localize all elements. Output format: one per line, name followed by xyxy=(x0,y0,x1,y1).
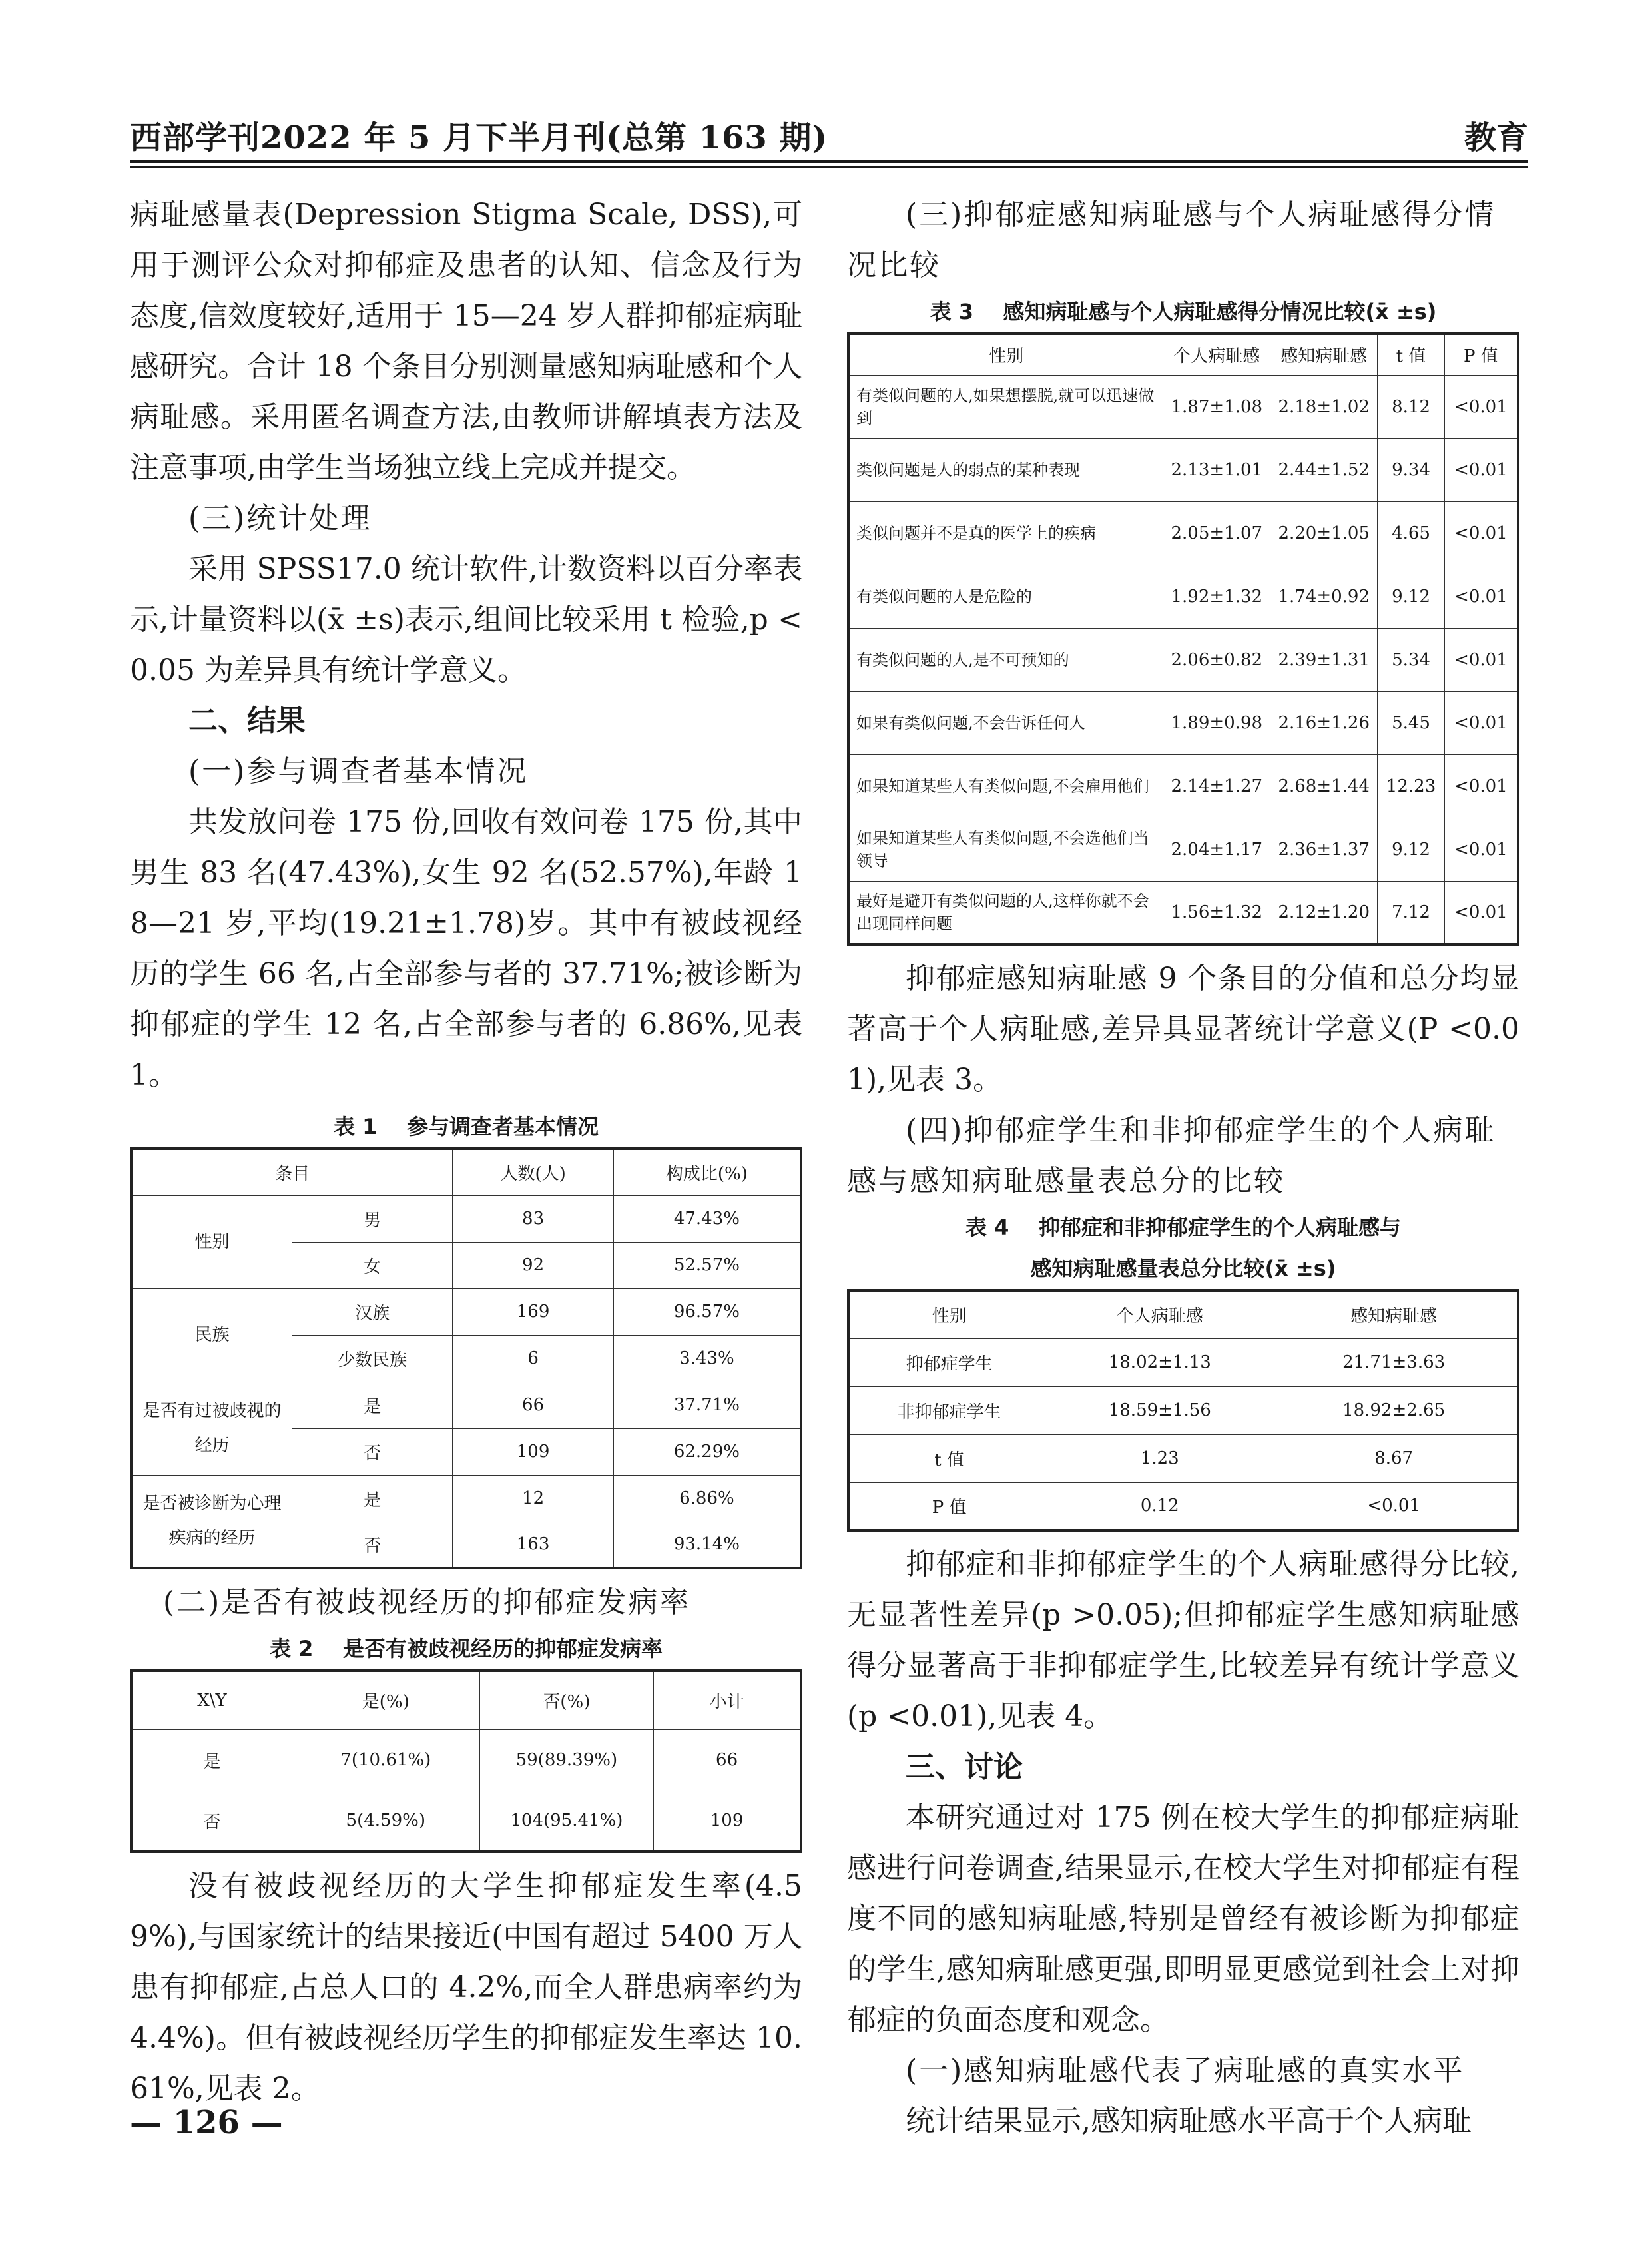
page-number: — 126 — xyxy=(130,2104,283,2141)
table-cell: <0.01 xyxy=(1444,691,1518,754)
table-row-label: 如果知道某些人有类似问题,不会选他们当领导 xyxy=(848,818,1163,881)
table-row xyxy=(848,754,1518,818)
table-cell: P 值 xyxy=(848,1482,1049,1530)
table-cell: t 值 xyxy=(848,1434,1049,1482)
table-cell: 66 xyxy=(453,1382,613,1428)
table-caption: 表 2 是否有被歧视经历的抑郁症发病率 xyxy=(270,1636,663,1661)
table-cell: 否 xyxy=(292,1522,452,1568)
table-row xyxy=(131,1475,801,1522)
table-row xyxy=(848,375,1518,438)
table-cell: 169 xyxy=(453,1288,613,1335)
table-cell: <0.01 xyxy=(1444,818,1518,881)
table-row xyxy=(848,501,1518,565)
table-cell: 1.56±1.32 xyxy=(1163,881,1270,944)
table-header-cell: 人数(人) xyxy=(453,1149,613,1195)
table-cell: 18.92±2.65 xyxy=(1270,1386,1518,1434)
table-row-label: 有类似问题的人是危险的 xyxy=(848,565,1163,628)
table-cell: 2.06±0.82 xyxy=(1163,628,1270,691)
table-row-label: 有类似问题的人,如果想摆脱,就可以迅速做到 xyxy=(848,375,1163,438)
table-cell: 21.71±3.63 xyxy=(1270,1338,1518,1386)
right-column xyxy=(847,190,1519,2147)
table-cell: 2.20±1.05 xyxy=(1270,501,1378,565)
table-cell: 37.71% xyxy=(613,1382,801,1428)
subsection-heading: (三)抑郁症感知病耻感与个人病耻感得分情况比较 xyxy=(847,198,1496,282)
table-cell: 少数民族 xyxy=(292,1335,452,1382)
header-rule xyxy=(130,160,1528,163)
table-cell: 是 xyxy=(292,1382,452,1428)
left-column xyxy=(130,190,802,2114)
table-cell: 是 xyxy=(131,1729,292,1791)
paragraph: 病耻感量表(Depression Stigma Scale, DSS),可用于测评公众对抑郁症及患者的认知、信念及行为态度,信效度较好,适用于 15—24 岁人群抑郁症病耻感研究。合计 18 个条目分别测量感知病耻感和个人病耻感。采用匿名调查方法,由教师讲解填表方法及注意事项,由学生当场独立线上完成并提交。 xyxy=(130,198,802,485)
table-caption: 表 3 感知病耻感与个人病耻感得分情况比较(x̄ ±s) xyxy=(930,299,1437,324)
table-group-cell: 是否被诊断为心理疾病的经历 xyxy=(131,1475,292,1568)
table-header-cell: t 值 xyxy=(1378,334,1445,375)
table-group-cell: 民族 xyxy=(131,1288,292,1382)
table-cell: 5.45 xyxy=(1378,691,1445,754)
paragraph: 抑郁症感知病耻感 9 个条目的分值和总分均显著高于个人病耻感,差异具显著统计学意义(P <0.01),见表 3。 xyxy=(847,962,1519,1097)
table-cell: 92 xyxy=(453,1242,613,1288)
subsection-heading: (四)抑郁症学生和非抑郁症学生的个人病耻感与感知病耻感量表总分的比较 xyxy=(847,1113,1496,1198)
table-group-cell: 是否有过被歧视的经历 xyxy=(131,1382,292,1475)
table-row-label: 类似问题并不是真的医学上的疾病 xyxy=(848,501,1163,565)
table-row-label: 最好是避开有类似问题的人,这样你就不会出现同样问题 xyxy=(848,881,1163,944)
paragraph: 没有被歧视经历的大学生抑郁症发生率(4.59%),与国家统计的结果接近(中国有超过 5400 万人患有抑郁症,占总人口的 4.2%,而全人群患病率约为 4.4%)。但有被歧视经历学生的抑郁症发生率达 10.61%,见表 2。 xyxy=(130,1869,802,2105)
table-cell: 9.34 xyxy=(1378,438,1445,501)
subsection-heading: (三)统计处理 xyxy=(188,501,372,535)
header-rule-thin xyxy=(130,166,1528,168)
table-caption: 表 4 抑郁症和非抑郁症学生的个人病耻感与 xyxy=(965,1215,1401,1240)
table-cell: 5(4.59%) xyxy=(292,1791,479,1852)
table-cell: 1.89±0.98 xyxy=(1163,691,1270,754)
table-row xyxy=(848,1482,1518,1530)
table-cell: 9.12 xyxy=(1378,818,1445,881)
table-cell: 2.18±1.02 xyxy=(1270,375,1378,438)
table-cell: 47.43% xyxy=(613,1195,801,1242)
table-header-cell: 小计 xyxy=(654,1671,801,1729)
table-cell: 2.39±1.31 xyxy=(1270,628,1378,691)
table-row-label: 如果知道某些人有类似问题,不会雇用他们 xyxy=(848,754,1163,818)
table-row xyxy=(131,1288,801,1335)
table-row xyxy=(848,1386,1518,1434)
table-row-label: 有类似问题的人,是不可预知的 xyxy=(848,628,1163,691)
table-group-cell: 性别 xyxy=(131,1195,292,1288)
table-cell: <0.01 xyxy=(1444,501,1518,565)
paragraph: 统计结果显示,感知病耻感水平高于个人病耻 xyxy=(906,2104,1472,2138)
table-row xyxy=(848,1338,1518,1386)
table-cell: 0.12 xyxy=(1049,1482,1270,1530)
table-2 xyxy=(130,1669,802,1853)
table-cell: 163 xyxy=(453,1522,613,1568)
table-cell: 1.23 xyxy=(1049,1434,1270,1482)
table-cell: 8.12 xyxy=(1378,375,1445,438)
table-cell: 104(95.41%) xyxy=(479,1791,654,1852)
journal-name: 西部学刊 xyxy=(130,119,261,156)
table-header-cell: 性别 xyxy=(848,334,1163,375)
table-cell: <0.01 xyxy=(1444,754,1518,818)
table-cell: 5.34 xyxy=(1378,628,1445,691)
table-row xyxy=(848,881,1518,944)
table-caption: 感知病耻感量表总分比较(x̄ ±s) xyxy=(1030,1256,1336,1281)
table-cell: 2.12±1.20 xyxy=(1270,881,1378,944)
table-header-cell: 构成比(%) xyxy=(613,1149,801,1195)
table-4 xyxy=(847,1289,1519,1532)
table-header-cell: 否(%) xyxy=(479,1671,654,1729)
issue-info: 2022 年 5 月下半月刊(总第 163 期) xyxy=(260,119,828,156)
journal-issue xyxy=(130,112,828,158)
table-header-cell: 感知病耻感 xyxy=(1270,1290,1518,1338)
table-header-cell: 个人病耻感 xyxy=(1049,1290,1270,1338)
table-cell: 2.14±1.27 xyxy=(1163,754,1270,818)
table-cell: 否 xyxy=(131,1791,292,1852)
table-cell: 18.59±1.56 xyxy=(1049,1386,1270,1434)
table-row xyxy=(131,1382,801,1428)
table-cell: <0.01 xyxy=(1444,375,1518,438)
section-heading: 二、结果 xyxy=(188,704,306,738)
table-1 xyxy=(130,1147,802,1569)
table-cell: 否 xyxy=(292,1428,452,1475)
section-name: 教育 xyxy=(1464,119,1528,156)
table-cell: 66 xyxy=(654,1729,801,1791)
table-cell: 12 xyxy=(453,1475,613,1522)
table-cell: 3.43% xyxy=(613,1335,801,1382)
table-cell: 抑郁症学生 xyxy=(848,1338,1049,1386)
table-cell: 2.13±1.01 xyxy=(1163,438,1270,501)
section-heading: 三、讨论 xyxy=(906,1750,1023,1784)
paragraph: 本研究通过对 175 例在校大学生的抑郁症病耻感进行问卷调查,结果显示,在校大学生对抑郁症有程度不同的感知病耻感,特别是曾经有被诊断为抑郁症的学生,感知病耻感更强,即明显更感觉到社会上对抑郁症的负面态度和观念。 xyxy=(847,1801,1519,2037)
table-cell: 6.86% xyxy=(613,1475,801,1522)
table-cell: <0.01 xyxy=(1270,1482,1518,1530)
table-cell: 1.87±1.08 xyxy=(1163,375,1270,438)
table-cell: 6 xyxy=(453,1335,613,1382)
table-cell: 2.44±1.52 xyxy=(1270,438,1378,501)
table-header-cell: P 值 xyxy=(1444,334,1518,375)
table-cell: 2.36±1.37 xyxy=(1270,818,1378,881)
table-cell: 是 xyxy=(292,1475,452,1522)
table-row xyxy=(131,1729,801,1791)
table-row xyxy=(131,1791,801,1852)
table-row xyxy=(848,438,1518,501)
table-cell: <0.01 xyxy=(1444,881,1518,944)
table-cell: 非抑郁症学生 xyxy=(848,1386,1049,1434)
table-cell: 1.92±1.32 xyxy=(1163,565,1270,628)
table-caption: 表 1 参与调查者基本情况 xyxy=(334,1114,599,1139)
table-cell: 62.29% xyxy=(613,1428,801,1475)
table-cell: 2.16±1.26 xyxy=(1270,691,1378,754)
table-cell: 7.12 xyxy=(1378,881,1445,944)
table-header-cell: 条目 xyxy=(131,1149,453,1195)
table-3 xyxy=(847,332,1519,946)
table-cell: 2.68±1.44 xyxy=(1270,754,1378,818)
table-cell: <0.01 xyxy=(1444,565,1518,628)
table-header-cell: X\Y xyxy=(131,1671,292,1729)
table-cell: 女 xyxy=(292,1242,452,1288)
table-cell: 109 xyxy=(654,1791,801,1852)
table-cell: 8.67 xyxy=(1270,1434,1518,1482)
table-cell: 4.65 xyxy=(1378,501,1445,565)
table-row xyxy=(848,565,1518,628)
running-header xyxy=(130,112,1528,158)
table-cell: 59(89.39%) xyxy=(479,1729,654,1791)
table-cell: 1.74±0.92 xyxy=(1270,565,1378,628)
paragraph: 共发放问卷 175 份,回收有效问卷 175 份,其中男生 83 名(47.43%),女生 92 名(52.57%),年龄 18—21 岁,平均(19.21±1.78)岁。其中有被歧视经历的学生 66 名,占全部参与者的 37.71%;被诊断为抑郁症的学生 12 名,占全部参与者的 6.86%,见表 1。 xyxy=(130,805,802,1092)
table-cell: <0.01 xyxy=(1444,628,1518,691)
table-header-cell: 个人病耻感 xyxy=(1163,334,1270,375)
table-cell: 9.12 xyxy=(1378,565,1445,628)
table-row xyxy=(848,818,1518,881)
table-cell: 男 xyxy=(292,1195,452,1242)
table-cell: 2.04±1.17 xyxy=(1163,818,1270,881)
table-cell: 2.05±1.07 xyxy=(1163,501,1270,565)
subsection-heading: (一)感知病耻感代表了病耻感的真实水平 xyxy=(906,2054,1465,2088)
table-header-cell: 是(%) xyxy=(292,1671,479,1729)
table-row-label: 类似问题是人的弱点的某种表现 xyxy=(848,438,1163,501)
table-cell: 52.57% xyxy=(613,1242,801,1288)
subsection-heading: (二)是否有被歧视经历的抑郁症发病率 xyxy=(163,1585,691,1619)
table-cell: 96.57% xyxy=(613,1288,801,1335)
table-cell: 汉族 xyxy=(292,1288,452,1335)
subsection-heading: (一)参与调查者基本情况 xyxy=(188,754,529,788)
table-row xyxy=(848,1434,1518,1482)
table-cell: <0.01 xyxy=(1444,438,1518,501)
table-cell: 12.23 xyxy=(1378,754,1445,818)
table-row xyxy=(848,628,1518,691)
paragraph: 抑郁症和非抑郁症学生的个人病耻感得分比较,无显著性差异(p >0.05);但抑郁症学生感知病耻感得分显著高于非抑郁症学生,比较差异有统计学意义(p <0.01),见表 4。 xyxy=(847,1547,1519,1733)
table-cell: 83 xyxy=(453,1195,613,1242)
table-cell: 93.14% xyxy=(613,1522,801,1568)
table-cell: 7(10.61%) xyxy=(292,1729,479,1791)
table-header-cell: 感知病耻感 xyxy=(1270,334,1378,375)
paragraph: 采用 SPSS17.0 统计软件,计数资料以百分率表示,计量资料以(x̄ ±s)表示,组间比较采用 t 检验,p <0.05 为差异具有统计学意义。 xyxy=(130,552,802,687)
table-row xyxy=(131,1195,801,1242)
table-cell: 18.02±1.13 xyxy=(1049,1338,1270,1386)
table-cell: 109 xyxy=(453,1428,613,1475)
table-header-cell: 性别 xyxy=(848,1290,1049,1338)
table-row-label: 如果有类似问题,不会告诉任何人 xyxy=(848,691,1163,754)
table-row xyxy=(848,691,1518,754)
